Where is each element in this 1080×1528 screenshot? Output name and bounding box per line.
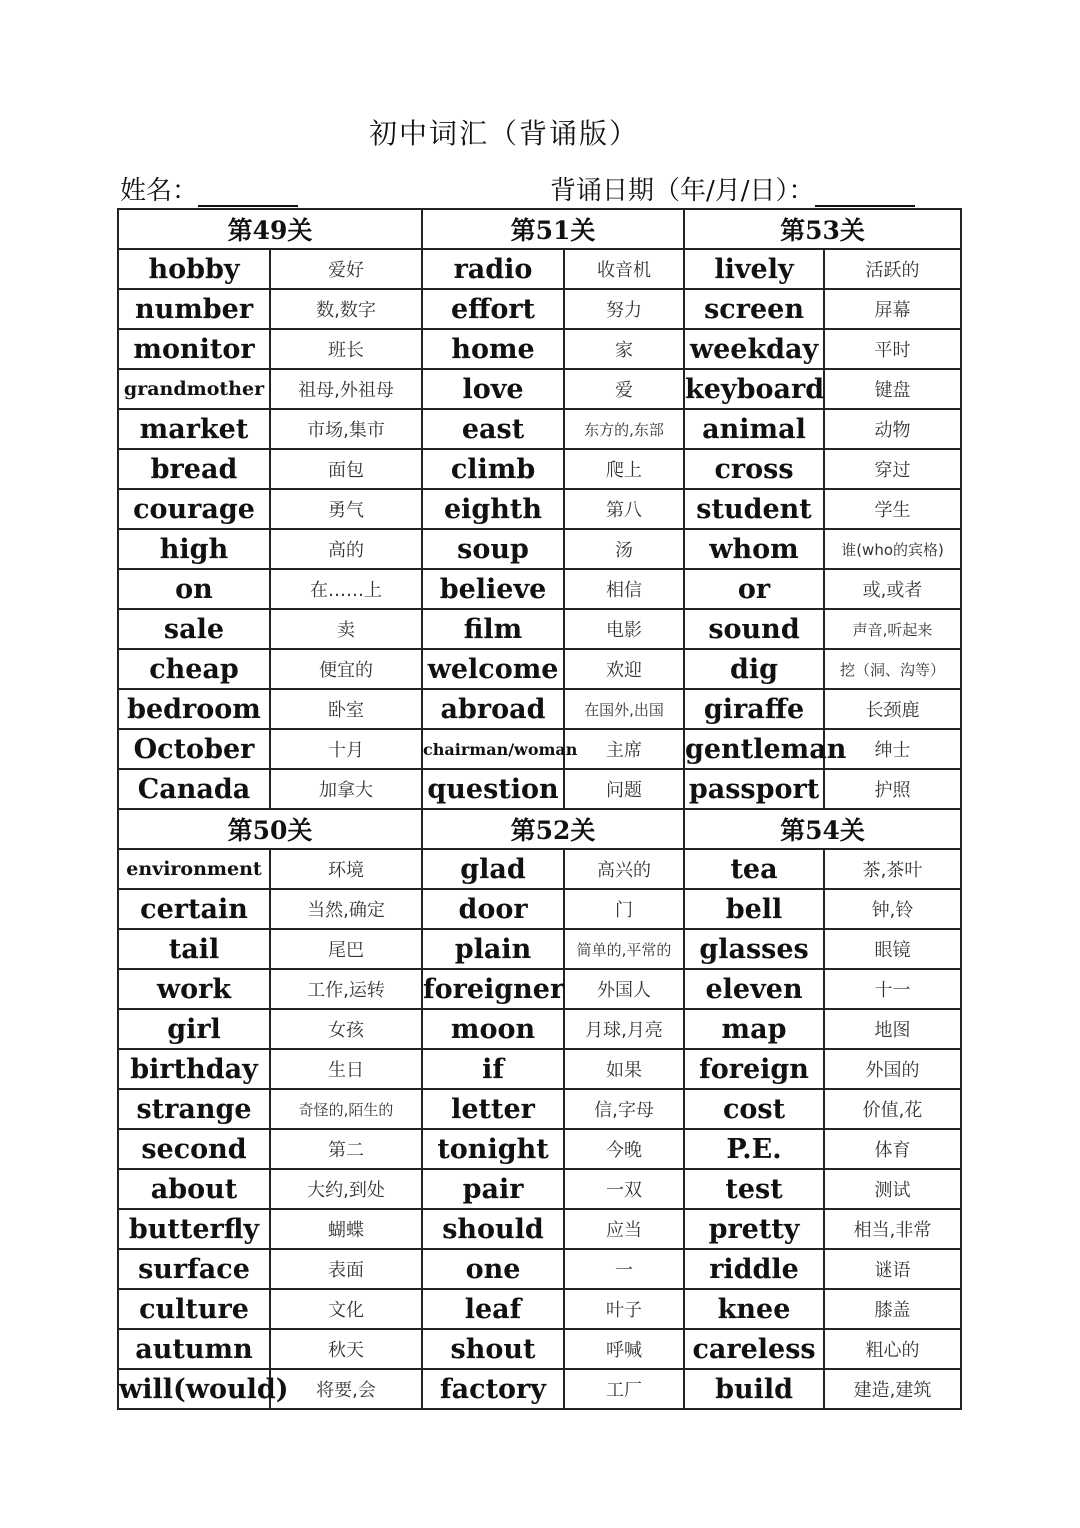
meaning-cell: 谁(who的宾格) [824,529,961,569]
vocab-table [117,208,962,1410]
word-cell: about [118,1169,270,1209]
meaning-cell: 如果 [564,1049,684,1089]
meaning-cell: 相当,非常 [824,1209,961,1249]
meaning-cell: 文化 [270,1289,422,1329]
vocab-row [118,1289,961,1329]
meaning-cell: 卧室 [270,689,422,729]
word-cell: lively [684,249,824,289]
word-cell: on [118,569,270,609]
vocab-row [118,1129,961,1169]
vocab-row [118,1249,961,1289]
meaning-cell: 努力 [564,289,684,329]
meaning-cell: 挖（洞、沟等） [824,649,961,689]
vocab-row [118,729,961,769]
vocab-row [118,969,961,1009]
vocab-row [118,889,961,929]
word-cell: leaf [422,1289,564,1329]
meaning-cell: 环境 [270,849,422,889]
vocab-row [118,1329,961,1369]
meaning-cell: 爱好 [270,249,422,289]
word-cell: eighth [422,489,564,529]
word-cell: bread [118,449,270,489]
word-cell: film [422,609,564,649]
word-cell: Canada [118,769,270,809]
word-cell: moon [422,1009,564,1049]
meaning-cell: 高的 [270,529,422,569]
word-cell: test [684,1169,824,1209]
level-header: 第51关 [422,209,684,249]
word-cell: screen [684,289,824,329]
meaning-cell: 大约,到处 [270,1169,422,1209]
word-cell: soup [422,529,564,569]
word-cell: second [118,1129,270,1169]
word-cell: bell [684,889,824,929]
meaning-cell: 或,或者 [824,569,961,609]
word-cell: foreigner [422,969,564,1009]
vocab-row [118,609,961,649]
meaning-cell: 谜语 [824,1249,961,1289]
word-cell: P.E. [684,1129,824,1169]
word-cell: tonight [422,1129,564,1169]
name-blank[interactable] [198,177,298,207]
meaning-cell: 工厂 [564,1369,684,1409]
word-cell: monitor [118,329,270,369]
meaning-cell: 一 [564,1249,684,1289]
word-cell: shout [422,1329,564,1369]
word-cell: foreign [684,1049,824,1089]
vocab-row [118,1169,961,1209]
word-cell: riddle [684,1249,824,1289]
level-header: 第50关 [118,809,422,849]
meaning-cell: 在国外,出国 [564,689,684,729]
vocab-row [118,529,961,569]
meaning-cell: 测试 [824,1169,961,1209]
vocab-row [118,409,961,449]
vocab-row [118,1209,961,1249]
word-cell: birthday [118,1049,270,1089]
word-cell: effort [422,289,564,329]
word-cell: home [422,329,564,369]
word-cell: glad [422,849,564,889]
meaning-cell: 数,数字 [270,289,422,329]
word-cell: believe [422,569,564,609]
word-cell: climb [422,449,564,489]
word-cell: butterfly [118,1209,270,1249]
meaning-cell: 市场,集市 [270,409,422,449]
meaning-cell: 蝴蝶 [270,1209,422,1249]
meaning-cell: 班长 [270,329,422,369]
word-cell: surface [118,1249,270,1289]
meaning-cell: 眼镜 [824,929,961,969]
meaning-cell: 声音,听起来 [824,609,961,649]
name-label: 姓名： [120,176,199,206]
meaning-cell: 问题 [564,769,684,809]
meaning-cell: 尾巴 [270,929,422,969]
name-field [120,170,298,207]
word-cell: east [422,409,564,449]
meaning-cell: 高兴的 [564,849,684,889]
word-cell: should [422,1209,564,1249]
vocab-row [118,1089,961,1129]
meta-row [120,170,960,210]
word-cell: knee [684,1289,824,1329]
vocab-row [118,649,961,689]
word-cell: love [422,369,564,409]
word-cell: grandmother [118,369,270,409]
word-cell: chairman/woman [422,729,564,769]
meaning-cell: 十月 [270,729,422,769]
meaning-cell: 十一 [824,969,961,1009]
meaning-cell: 一双 [564,1169,684,1209]
word-cell: sale [118,609,270,649]
word-cell: map [684,1009,824,1049]
meaning-cell: 加拿大 [270,769,422,809]
meaning-cell: 体育 [824,1129,961,1169]
word-cell: girl [118,1009,270,1049]
word-cell: tail [118,929,270,969]
word-cell: animal [684,409,824,449]
word-cell: pair [422,1169,564,1209]
meaning-cell: 欢迎 [564,649,684,689]
word-cell: market [118,409,270,449]
level-header: 第49关 [118,209,422,249]
meaning-cell: 价值,花 [824,1089,961,1129]
meaning-cell: 生日 [270,1049,422,1089]
word-cell: tea [684,849,824,889]
word-cell: keyboard [684,369,824,409]
word-cell: hobby [118,249,270,289]
word-cell: gentleman [684,729,824,769]
word-cell: number [118,289,270,329]
vocab-row [118,289,961,329]
meaning-cell: 长颈鹿 [824,689,961,729]
word-cell: weekday [684,329,824,369]
word-cell: door [422,889,564,929]
vocab-row [118,489,961,529]
meaning-cell: 外国的 [824,1049,961,1089]
meaning-cell: 外国人 [564,969,684,1009]
meaning-cell: 东方的,东部 [564,409,684,449]
meaning-cell: 茶,茶叶 [824,849,961,889]
word-cell: high [118,529,270,569]
meaning-cell: 钟,铃 [824,889,961,929]
vocab-row [118,769,961,809]
date-label: 背诵日期（年/月/日）： [550,176,815,206]
date-field [550,170,915,207]
word-cell: glasses [684,929,824,969]
meaning-cell: 在……上 [270,569,422,609]
word-cell: welcome [422,649,564,689]
word-cell: if [422,1049,564,1089]
word-cell: bedroom [118,689,270,729]
level-header-row [118,209,961,249]
word-cell: plain [422,929,564,969]
vocab-row [118,849,961,889]
word-cell: environment [118,849,270,889]
meaning-cell: 主席 [564,729,684,769]
meaning-cell: 电影 [564,609,684,649]
meaning-cell: 绅士 [824,729,961,769]
word-cell: giraffe [684,689,824,729]
meaning-cell: 祖母,外祖母 [270,369,422,409]
meaning-cell: 门 [564,889,684,929]
word-cell: eleven [684,969,824,1009]
level-header: 第53关 [684,209,961,249]
word-cell: strange [118,1089,270,1129]
vocab-row [118,689,961,729]
word-cell: build [684,1369,824,1409]
meaning-cell: 当然,确定 [270,889,422,929]
meaning-cell: 膝盖 [824,1289,961,1329]
vocab-row [118,929,961,969]
word-cell: question [422,769,564,809]
word-cell: courage [118,489,270,529]
meaning-cell: 勇气 [270,489,422,529]
level-header: 第54关 [684,809,961,849]
meaning-cell: 叶子 [564,1289,684,1329]
word-cell: will(would) [118,1369,270,1409]
meaning-cell: 活跃的 [824,249,961,289]
meaning-cell: 女孩 [270,1009,422,1049]
meaning-cell: 第二 [270,1129,422,1169]
word-cell: dig [684,649,824,689]
vocab-row [118,1369,961,1409]
vocab-row [118,1009,961,1049]
word-cell: passport [684,769,824,809]
word-cell: work [118,969,270,1009]
word-cell: culture [118,1289,270,1329]
word-cell: one [422,1249,564,1289]
word-cell: abroad [422,689,564,729]
meaning-cell: 地图 [824,1009,961,1049]
level-header: 第52关 [422,809,684,849]
vocab-row [118,249,961,289]
meaning-cell: 相信 [564,569,684,609]
meaning-cell: 奇怪的,陌生的 [270,1089,422,1129]
word-cell: whom [684,529,824,569]
meaning-cell: 汤 [564,529,684,569]
meaning-cell: 家 [564,329,684,369]
word-cell: careless [684,1329,824,1369]
word-cell: letter [422,1089,564,1129]
word-cell: factory [422,1369,564,1409]
meaning-cell: 今晚 [564,1129,684,1169]
word-cell: cross [684,449,824,489]
vocab-row [118,369,961,409]
word-cell: sound [684,609,824,649]
meaning-cell: 爱 [564,369,684,409]
word-cell: cheap [118,649,270,689]
word-cell: autumn [118,1329,270,1369]
meaning-cell: 表面 [270,1249,422,1289]
level-header-row [118,809,961,849]
word-cell: October [118,729,270,769]
meaning-cell: 平时 [824,329,961,369]
meaning-cell: 工作,运转 [270,969,422,1009]
meaning-cell: 第八 [564,489,684,529]
meaning-cell: 学生 [824,489,961,529]
meaning-cell: 动物 [824,409,961,449]
meaning-cell: 爬上 [564,449,684,489]
meaning-cell: 信,字母 [564,1089,684,1129]
meaning-cell: 将要,会 [270,1369,422,1409]
vocab-row [118,329,961,369]
meaning-cell: 收音机 [564,249,684,289]
meaning-cell: 秋天 [270,1329,422,1369]
page-title: 初中词汇（背诵版） [368,117,639,150]
word-cell: pretty [684,1209,824,1249]
vocab-row [118,1049,961,1089]
meaning-cell: 面包 [270,449,422,489]
meaning-cell: 护照 [824,769,961,809]
meaning-cell: 月球,月亮 [564,1009,684,1049]
meaning-cell: 应当 [564,1209,684,1249]
meaning-cell: 卖 [270,609,422,649]
meaning-cell: 便宜的 [270,649,422,689]
meaning-cell: 简单的,平常的 [564,929,684,969]
vocab-row [118,569,961,609]
word-cell: radio [422,249,564,289]
word-cell: certain [118,889,270,929]
word-cell: or [684,569,824,609]
meaning-cell: 穿过 [824,449,961,489]
meaning-cell: 屏幕 [824,289,961,329]
meaning-cell: 键盘 [824,369,961,409]
meaning-cell: 粗心的 [824,1329,961,1369]
vocab-row [118,449,961,489]
word-cell: cost [684,1089,824,1129]
date-blank[interactable] [815,177,915,207]
word-cell: student [684,489,824,529]
meaning-cell: 呼喊 [564,1329,684,1369]
meaning-cell: 建造,建筑 [824,1369,961,1409]
